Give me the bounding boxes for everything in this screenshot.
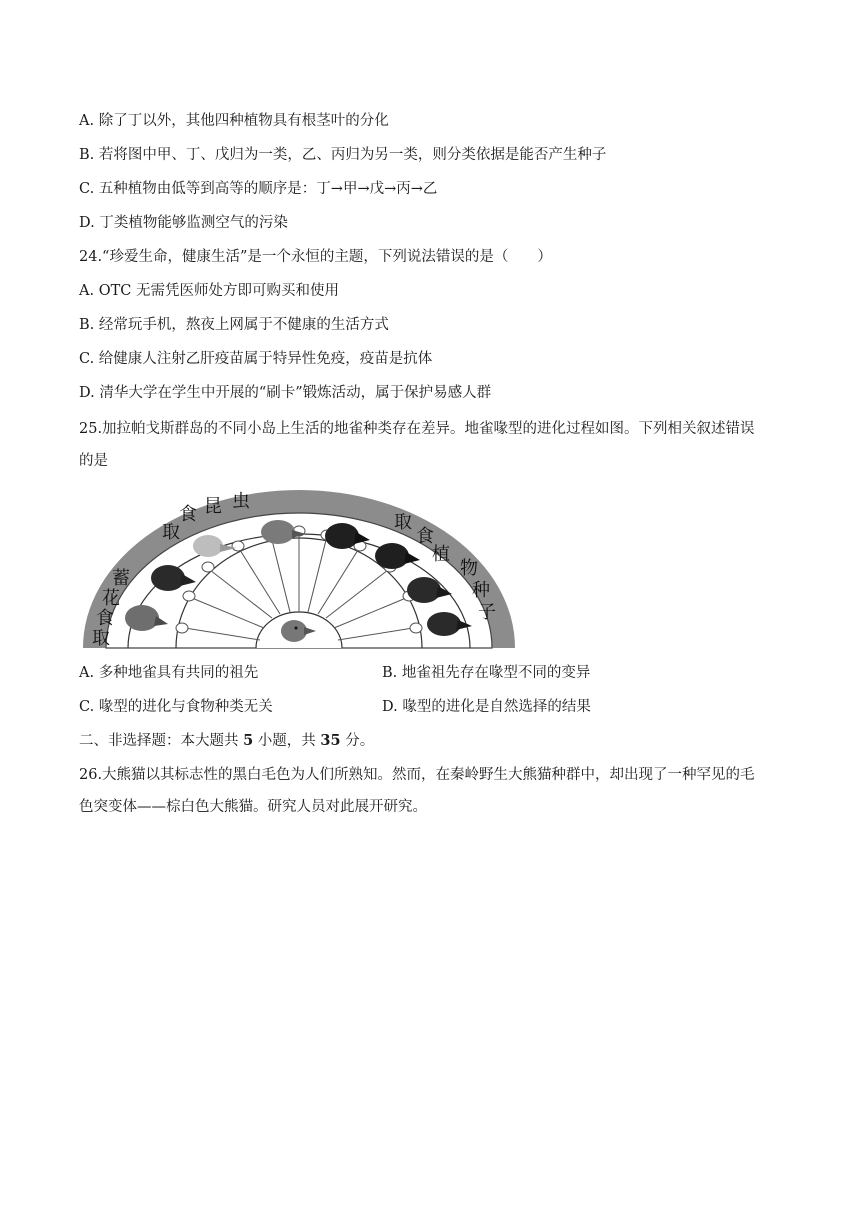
label-top-left-2: 食 — [179, 504, 197, 525]
label-left-side-2: 花 — [102, 588, 120, 609]
section-2-prefix: 二、非选择题：本大题共 — [79, 733, 244, 749]
q23-option-a: A. 除了丁以外，其他四种植物具有根茎叶的分化 — [79, 113, 389, 129]
label-top-right-3: 植 — [432, 544, 450, 565]
finch-beak-evolution-figure — [80, 488, 518, 650]
q26-line1: 26.大熊猫以其标志性的黑白毛色为人们所熟知。然而，在秦岭野生大熊猫种群中，却出现了一种罕见的毛 — [79, 767, 755, 783]
q23-option-b: B. 若将图中甲、丁、戊归为一类，乙、丙归为另一类，则分类依据是能否产生种子 — [79, 147, 607, 163]
q24-stem: 24.“珍爱生命，健康生活”是一个永恒的主题，下列说法错误的是（ ） — [79, 249, 552, 265]
label-left-side-4: 取 — [92, 628, 110, 649]
q25-stem-line2: 的是 — [79, 453, 108, 469]
q25-option-c: C. 喙型的进化与食物种类无关 — [79, 699, 273, 715]
label-left-side-1: 蓄 — [112, 568, 130, 589]
finch-diagram-svg — [80, 488, 518, 650]
q24-option-b: B. 经常玩手机，熬夜上网属于不健康的生活方式 — [79, 317, 389, 333]
q25-option-d: D. 喙型的进化是自然选择的结果 — [382, 699, 591, 715]
q26-line2: 色突变体——棕白色大熊猫。研究人员对此展开研究。 — [79, 799, 427, 815]
label-top-left-3: 昆 — [204, 496, 222, 517]
q24-option-c: C. 给健康人注射乙肝疫苗属于特异性免疫，疫苗是抗体 — [79, 351, 433, 367]
q25-stem-line1: 25.加拉帕戈斯群岛的不同小岛上生活的地雀种类存在差异。地雀喙型的进化过程如图。下列相关叙述错误 — [79, 421, 755, 437]
q25-option-b: B. 地雀祖先存在喙型不同的变异 — [382, 665, 591, 681]
label-top-left-1: 取 — [162, 522, 180, 543]
section-2-suffix: 分。 — [340, 733, 375, 749]
section-2-score: 35 — [320, 732, 341, 749]
label-top-right-2: 食 — [416, 526, 434, 547]
label-right-side-3: 子 — [478, 602, 496, 623]
label-top-left-4: 虫 — [232, 491, 250, 512]
label-top-right-1: 取 — [394, 512, 412, 533]
q23-option-d: D. 丁类植物能够监测空气的污染 — [79, 215, 288, 231]
section-2-heading — [79, 731, 374, 751]
label-left-side-3: 食 — [96, 608, 114, 629]
q25-option-a: A. 多种地雀具有共同的祖先 — [79, 665, 259, 681]
label-right-side-1: 物 — [460, 558, 478, 579]
q24-option-a: A. OTC 无需凭医师处方即可购买和使用 — [79, 283, 339, 299]
q23-option-c: C. 五种植物由低等到高等的顺序是：丁→甲→戊→丙→乙 — [79, 181, 438, 197]
q24-option-d: D. 清华大学在学生中开展的“刷卡”锻炼活动，属于保护易感人群 — [79, 385, 492, 401]
section-2-count: 5 — [243, 732, 254, 749]
label-right-side-2: 种 — [472, 580, 490, 601]
section-2-middle: 小题，共 — [253, 733, 321, 749]
